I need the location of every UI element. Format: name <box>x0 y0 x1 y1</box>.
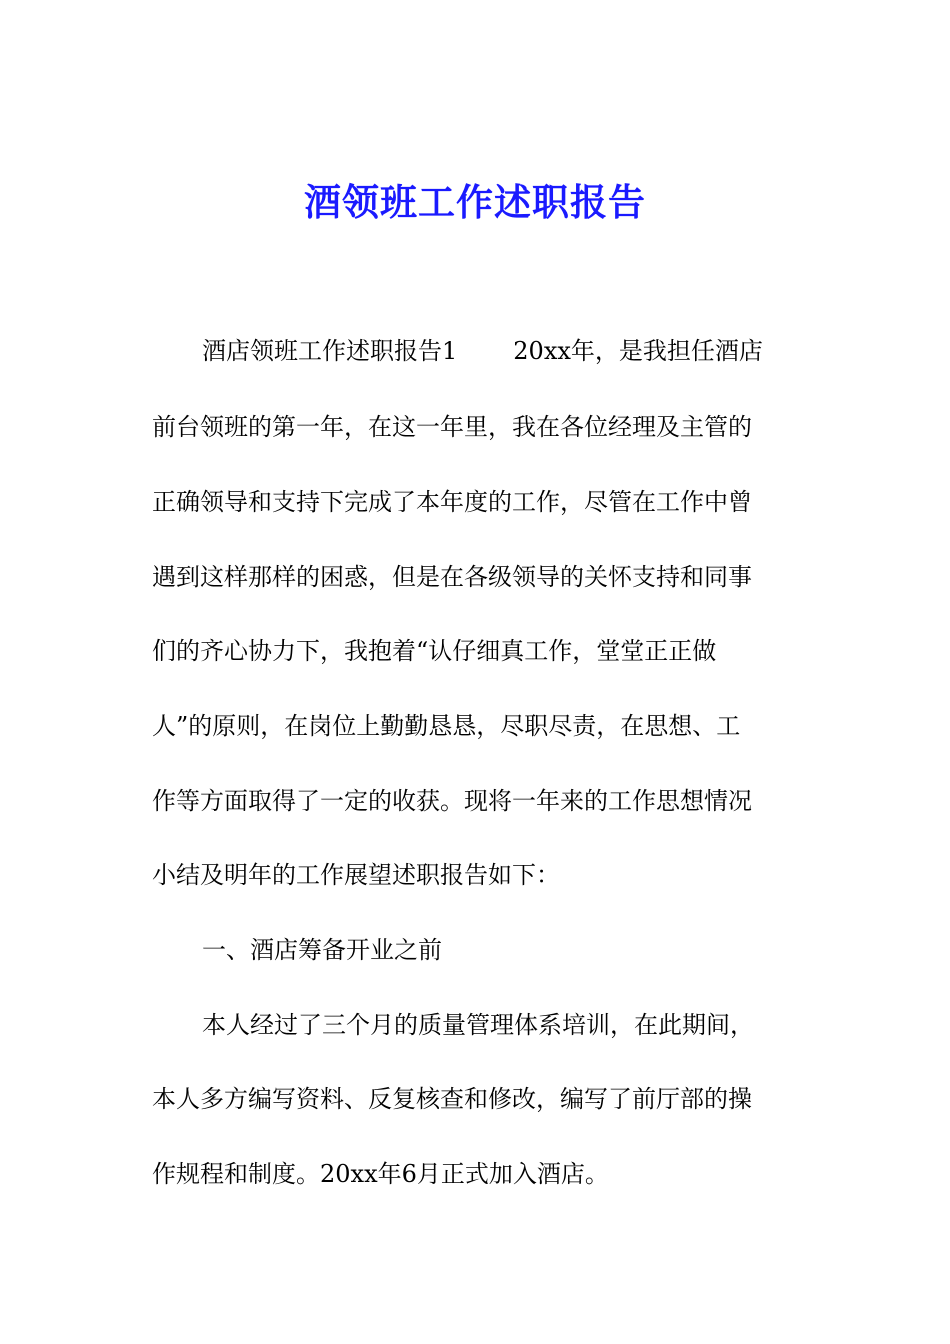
paragraph-line: 人”的原则，在岗位上勤勤恳恳，尽职尽责，在思想、工 <box>152 712 741 740</box>
paragraph-line: 前台领班的第一年，在这一年里，我在各位经理及主管的 <box>152 413 752 441</box>
paragraph-line: 本人经过了三个月的质量管理体系培训，在此期间， <box>202 1011 754 1039</box>
paragraph-line: 小结及明年的工作展望述职报告如下： <box>152 861 560 889</box>
paragraph-line <box>202 334 763 368</box>
document-title: 酒领班工作述职报告 <box>304 180 646 224</box>
paragraph-line: 本人多方编写资料、反复核查和修改，编写了前厅部的操 <box>152 1085 752 1113</box>
section-heading: 一、酒店筹备开业之前 <box>202 936 442 964</box>
paragraph-line: 作等方面取得了一定的收获。现将一年来的工作思想情况 <box>152 787 752 815</box>
paragraph-line: 遇到这样那样的困惑，但是在各级领导的关怀支持和同事 <box>152 563 752 591</box>
paragraph-line: 们的齐心协力下，我抱着“认仔细真工作，堂堂正正做 <box>152 637 717 665</box>
report-heading: 酒店领班工作述职报告1 <box>202 337 458 365</box>
paragraph-line: 正确领导和支持下完成了本年度的工作，尽管在工作中曾 <box>152 488 752 516</box>
paragraph-text: 20xx年，是我担任酒店 <box>513 337 763 365</box>
paragraph-line: 作规程和制度。20xx年6月正式加入酒店。 <box>152 1160 609 1188</box>
